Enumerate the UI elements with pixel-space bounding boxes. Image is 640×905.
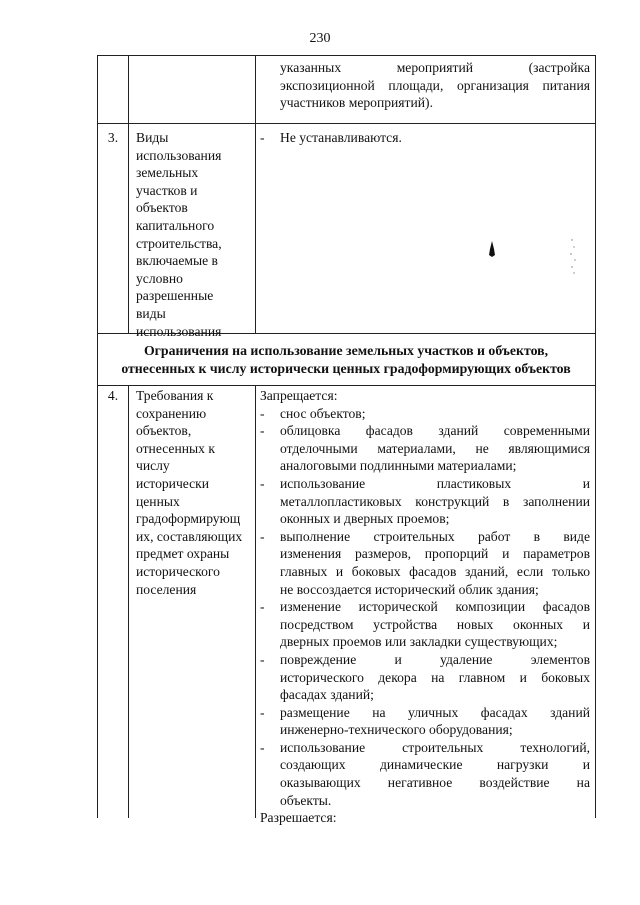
section-heading-line: отнесенных к числу исторически ценных градоформирующих объектов bbox=[121, 361, 571, 376]
text-line: использование пластиковых и bbox=[280, 475, 590, 491]
column-divider-2-row4 bbox=[255, 385, 256, 818]
bullet-dash: - bbox=[260, 405, 265, 421]
title-line: земельных bbox=[136, 165, 199, 181]
table-left-border bbox=[97, 55, 98, 818]
text-line: отделочными материалами, не являющимися bbox=[280, 440, 590, 456]
text-line: объекты. bbox=[280, 792, 332, 808]
prohibition-item bbox=[260, 739, 590, 809]
bullet-dash: - bbox=[260, 739, 265, 755]
title-line: условно bbox=[136, 270, 183, 286]
title-line: Виды bbox=[136, 130, 169, 145]
prohibition-item bbox=[260, 475, 590, 528]
title-line: капитального bbox=[136, 217, 215, 233]
row-divider-1 bbox=[97, 123, 596, 124]
text-line: изменения размеров, пропорций и параметров bbox=[280, 546, 590, 562]
prohibition-item bbox=[260, 405, 590, 423]
row4-title bbox=[136, 387, 254, 598]
title-line: объектов bbox=[136, 200, 188, 216]
section-heading bbox=[97, 342, 595, 378]
text-line: облицовка фасадов зданий современными bbox=[280, 423, 590, 439]
prohibition-item bbox=[260, 598, 590, 651]
title-line: объектов, bbox=[136, 423, 192, 439]
bullet-dash: - bbox=[260, 651, 265, 667]
title-line: Требования к bbox=[136, 388, 214, 403]
row-divider-3 bbox=[97, 385, 596, 386]
title-line: использования bbox=[136, 147, 222, 163]
title-line: отнесенных к bbox=[136, 440, 215, 456]
table-top-border bbox=[97, 55, 596, 56]
section-heading-line: Ограничения на использование земельных участков и объектов, bbox=[143, 343, 549, 358]
prohibited-label: Запрещается: bbox=[260, 388, 338, 403]
row4-number: 4. bbox=[107, 388, 119, 403]
prohibition-item bbox=[260, 651, 590, 704]
column-divider-1-row4 bbox=[128, 385, 129, 818]
text-line: оказывающих негативное воздействие на bbox=[280, 775, 590, 791]
prohibition-item bbox=[260, 704, 590, 739]
text-line: инженерно-технического оборудования; bbox=[280, 722, 513, 738]
text-line: размещение на уличных фасадах зданий bbox=[280, 704, 590, 720]
text-line: аналоговыми подлинными материалами; bbox=[280, 458, 517, 474]
column-divider-1 bbox=[128, 55, 129, 333]
bullet-dash: - bbox=[260, 704, 265, 720]
title-line: поселения bbox=[136, 581, 197, 597]
title-line: исторического bbox=[136, 563, 220, 579]
allowed-label: Разрешается: bbox=[260, 810, 337, 826]
bullet-dash: - bbox=[260, 528, 265, 544]
text-line: не воссоздается исторический облик здания; bbox=[280, 581, 539, 597]
text-line: повреждение и удаление элементов bbox=[280, 651, 590, 667]
title-line: участков и bbox=[136, 182, 198, 198]
continuation-text bbox=[280, 59, 590, 112]
text-line: использование строительных технологий, bbox=[280, 739, 590, 755]
row4-content bbox=[260, 387, 590, 827]
title-line: виды bbox=[136, 305, 166, 321]
title-line: включаемые в bbox=[136, 253, 218, 269]
bullet-dash: - bbox=[260, 599, 265, 615]
text-line: создающих динамические нагрузки и bbox=[280, 757, 590, 773]
row3-content-text: Не устанавливаются. bbox=[280, 130, 402, 145]
title-line: сохранению bbox=[136, 405, 207, 421]
text-line: дверных проемов или закладки существующих; bbox=[280, 634, 558, 650]
page-number: 230 bbox=[309, 31, 331, 46]
text-line: изменение исторической композиции фасадов bbox=[280, 599, 590, 615]
row3-title bbox=[136, 129, 254, 340]
text-line: фасадах зданий; bbox=[280, 687, 374, 703]
ink-blot-mark bbox=[488, 240, 496, 258]
text-line: участников мероприятий). bbox=[280, 95, 433, 111]
prohibition-item bbox=[260, 422, 590, 475]
text-line: указанных мероприятий (застройка bbox=[280, 60, 590, 75]
text-line: оконных и дверных проемов; bbox=[280, 511, 450, 527]
scan-noise-mark bbox=[568, 236, 578, 276]
title-line: их, составляющих bbox=[136, 528, 243, 544]
title-line: исторически bbox=[136, 475, 210, 491]
title-line: строительства, bbox=[136, 235, 222, 251]
row3-content bbox=[260, 129, 610, 147]
column-divider-2 bbox=[255, 55, 256, 333]
title-line: ценных bbox=[136, 493, 180, 509]
title-line: использования bbox=[136, 323, 222, 339]
title-line: числу bbox=[136, 458, 170, 474]
bullet-dash: - bbox=[260, 423, 265, 439]
title-line: градоформирующ bbox=[136, 511, 241, 527]
text-line: металлопластиковых конструкций в заполнении bbox=[280, 493, 590, 509]
table-right-border bbox=[595, 55, 596, 818]
text-line: посредством устройства новых оконных и bbox=[280, 616, 590, 632]
row3-number: 3. bbox=[107, 130, 119, 145]
text-line: главных и боковых фасадов зданий, если только bbox=[280, 563, 590, 579]
prohibition-item bbox=[260, 528, 590, 598]
text-line: экспозиционной площади, организация питания bbox=[280, 77, 590, 93]
text-line: снос объектов; bbox=[280, 405, 366, 421]
bullet-dash: - bbox=[260, 130, 265, 145]
title-line: предмет охраны bbox=[136, 546, 230, 562]
text-line: выполнение строительных работ в виде bbox=[280, 528, 590, 544]
bullet-dash: - bbox=[260, 475, 265, 491]
text-line: исторического декора на главном и боковых bbox=[280, 669, 590, 685]
title-line: разрешенные bbox=[136, 288, 214, 304]
